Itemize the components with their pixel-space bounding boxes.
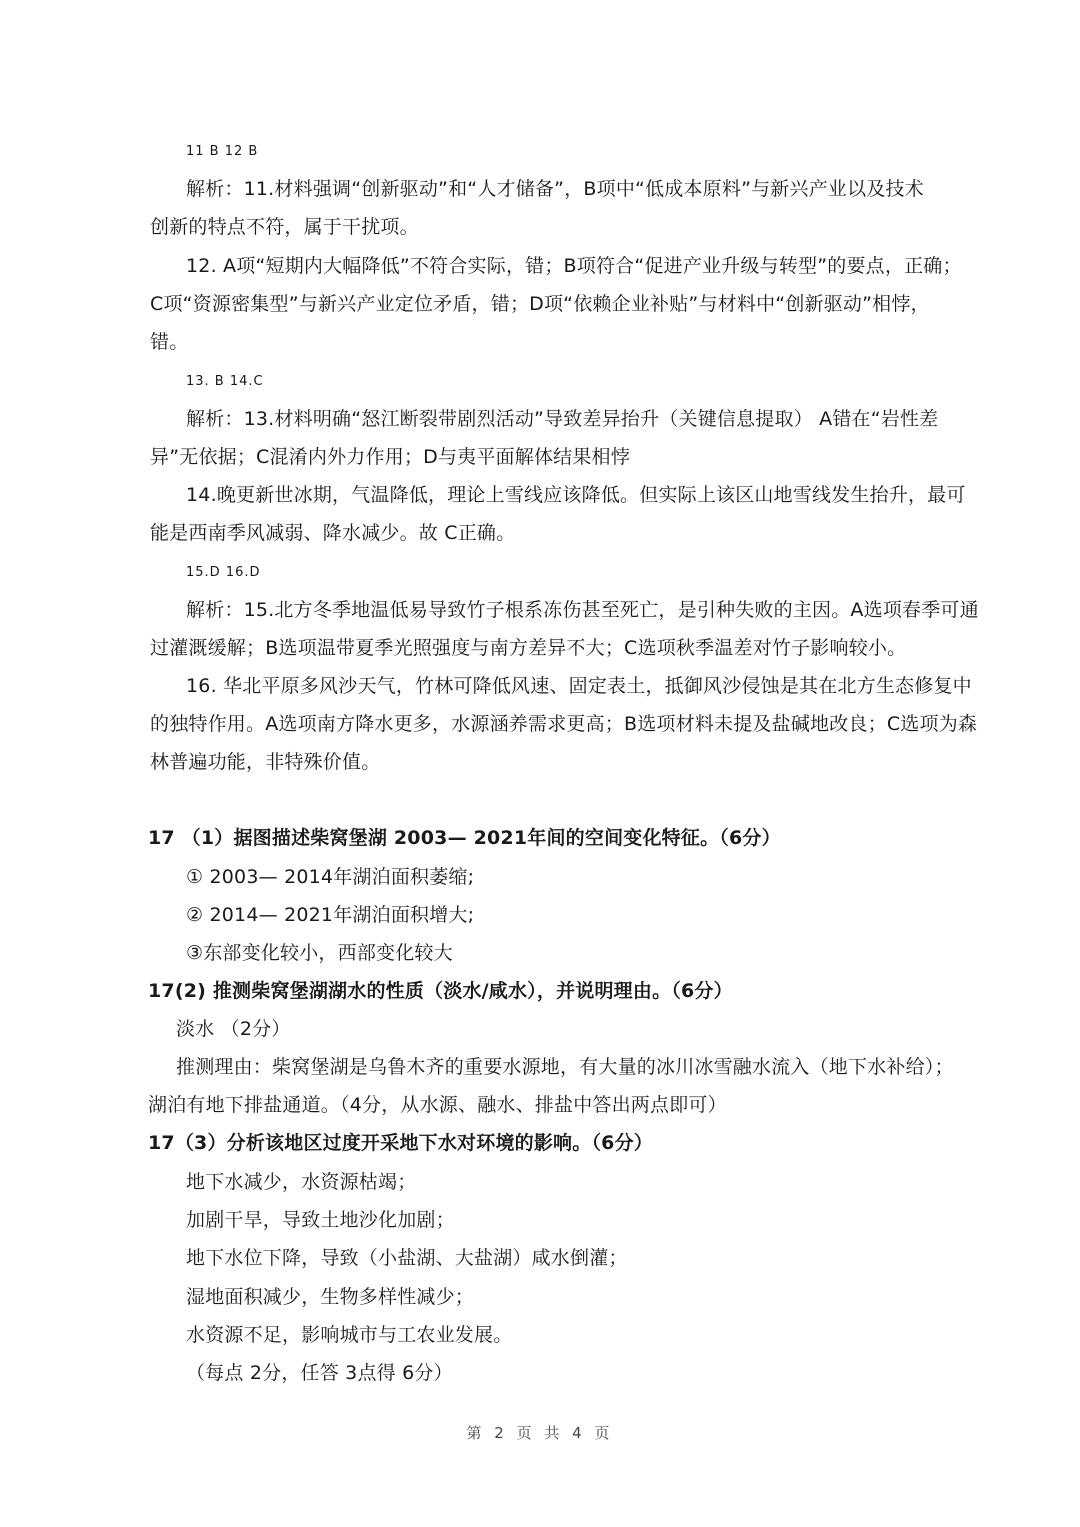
analysis-12-line-2: C项“资源密集型”与新兴产业定位矛盾，错；D项“依赖企业补贴”与材料中“创新驱动”相悖， — [150, 293, 930, 315]
answer-11-12-header: 11 B 12 B — [186, 144, 259, 159]
analysis-11-line-1: 解析：11.材料强调“创新驱动”和“人才储备”，B项中“低成本原料”与新兴产业以及技术 — [186, 178, 924, 200]
answer-15-16-header: 15.D 16.D — [186, 565, 261, 580]
question-17-part-1-title: 17 （1）据图描述柴窝堡湖 2003— 2021年间的空间变化特征。（6分） — [148, 827, 781, 849]
analysis-16-line-2: 的独特作用。A选项南方降水更多，水源涵养需求更高；B选项材料未提及盐碱地改良；C选项为森 — [150, 713, 978, 735]
q17-part-2-reason-line-1: 推测理由：柴窝堡湖是乌鲁木齐的重要水源地，有大量的冰川冰雪融水流入（地下水补给）； — [176, 1056, 954, 1078]
analysis-14-line-1: 14.晚更新世冰期，气温降低，理论上雪线应该降低。但实际上该区山地雪线发生抬升，最可 — [186, 484, 966, 506]
question-17-part-3-title: 17（3）分析该地区过度开采地下水对环境的影响。（6分） — [148, 1132, 653, 1154]
q17-part-1-point-3: ③东部变化较小，西部变化较大 — [186, 942, 453, 964]
analysis-15-line-2: 过灌溉缓解；B选项温带夏季光照强度与南方差异不大；C选项秋季温差对竹子影响较小。 — [150, 637, 907, 659]
q17-part-3-point-4: 湿地面积减少，生物多样性减少； — [186, 1286, 475, 1308]
q17-part-3-scoring-note: （每点 2分，任答 3点得 6分） — [186, 1362, 453, 1384]
q17-part-3-point-1: 地下水减少，水资源枯竭； — [186, 1171, 417, 1193]
q17-part-2-reason-line-2: 湖泊有地下排盐通道。（4分，从水源、融水、排盐中答出两点即可） — [148, 1094, 727, 1116]
answer-13-14-header: 13. B 14.C — [186, 374, 264, 389]
q17-part-3-point-5: 水资源不足，影响城市与工农业发展。 — [186, 1324, 513, 1346]
analysis-16-line-3: 林普遍功能，非特殊价值。 — [150, 751, 381, 773]
analysis-13-line-1: 解析：13.材料明确“怒江断裂带剧烈活动”导致差异抬升（关键信息提取） A错在“岩性差 — [186, 408, 939, 430]
q17-part-1-point-2: ② 2014— 2021年湖泊面积增大; — [186, 904, 475, 926]
q17-part-3-point-2: 加剧干旱，导致土地沙化加剧； — [186, 1209, 455, 1231]
q17-part-2-answer: 淡水 （2分） — [176, 1018, 291, 1040]
question-17-part-2-title: 17(2) 推测柴窝堡湖湖水的性质（淡水/咸水），并说明理由。（6分） — [148, 980, 733, 1002]
analysis-12-line-1: 12. A项“短期内大幅降低”不符合实际，错；B项符合“促进产业升级与转型”的要点，正确； — [186, 255, 962, 277]
analysis-11-line-2: 创新的特点不符，属于干扰项。 — [150, 216, 419, 238]
analysis-14-line-2: 能是西南季风减弱、降水减少。故 C正确。 — [150, 522, 516, 544]
analysis-12-line-3: 错。 — [150, 331, 189, 353]
analysis-13-line-2: 异”无依据；C混淆内外力作用；D与夷平面解体结果相悖 — [150, 446, 630, 468]
q17-part-1-point-1: ① 2003— 2014年湖泊面积萎缩; — [186, 866, 475, 888]
analysis-16-line-1: 16. 华北平原多风沙天气，竹林可降低风速、固定表土，抵御风沙侵蚀是其在北方生态修复中 — [186, 675, 972, 697]
q17-part-3-point-3: 地下水位下降，导致（小盐湖、大盐湖）咸水倒灌； — [186, 1247, 628, 1269]
page-number: 第 2 页 共 4 页 — [466, 1424, 614, 1442]
analysis-15-line-1: 解析：15.北方冬季地温低易导致竹子根系冻伤甚至死亡，是引种失败的主因。A选项春季可通 — [186, 599, 979, 621]
